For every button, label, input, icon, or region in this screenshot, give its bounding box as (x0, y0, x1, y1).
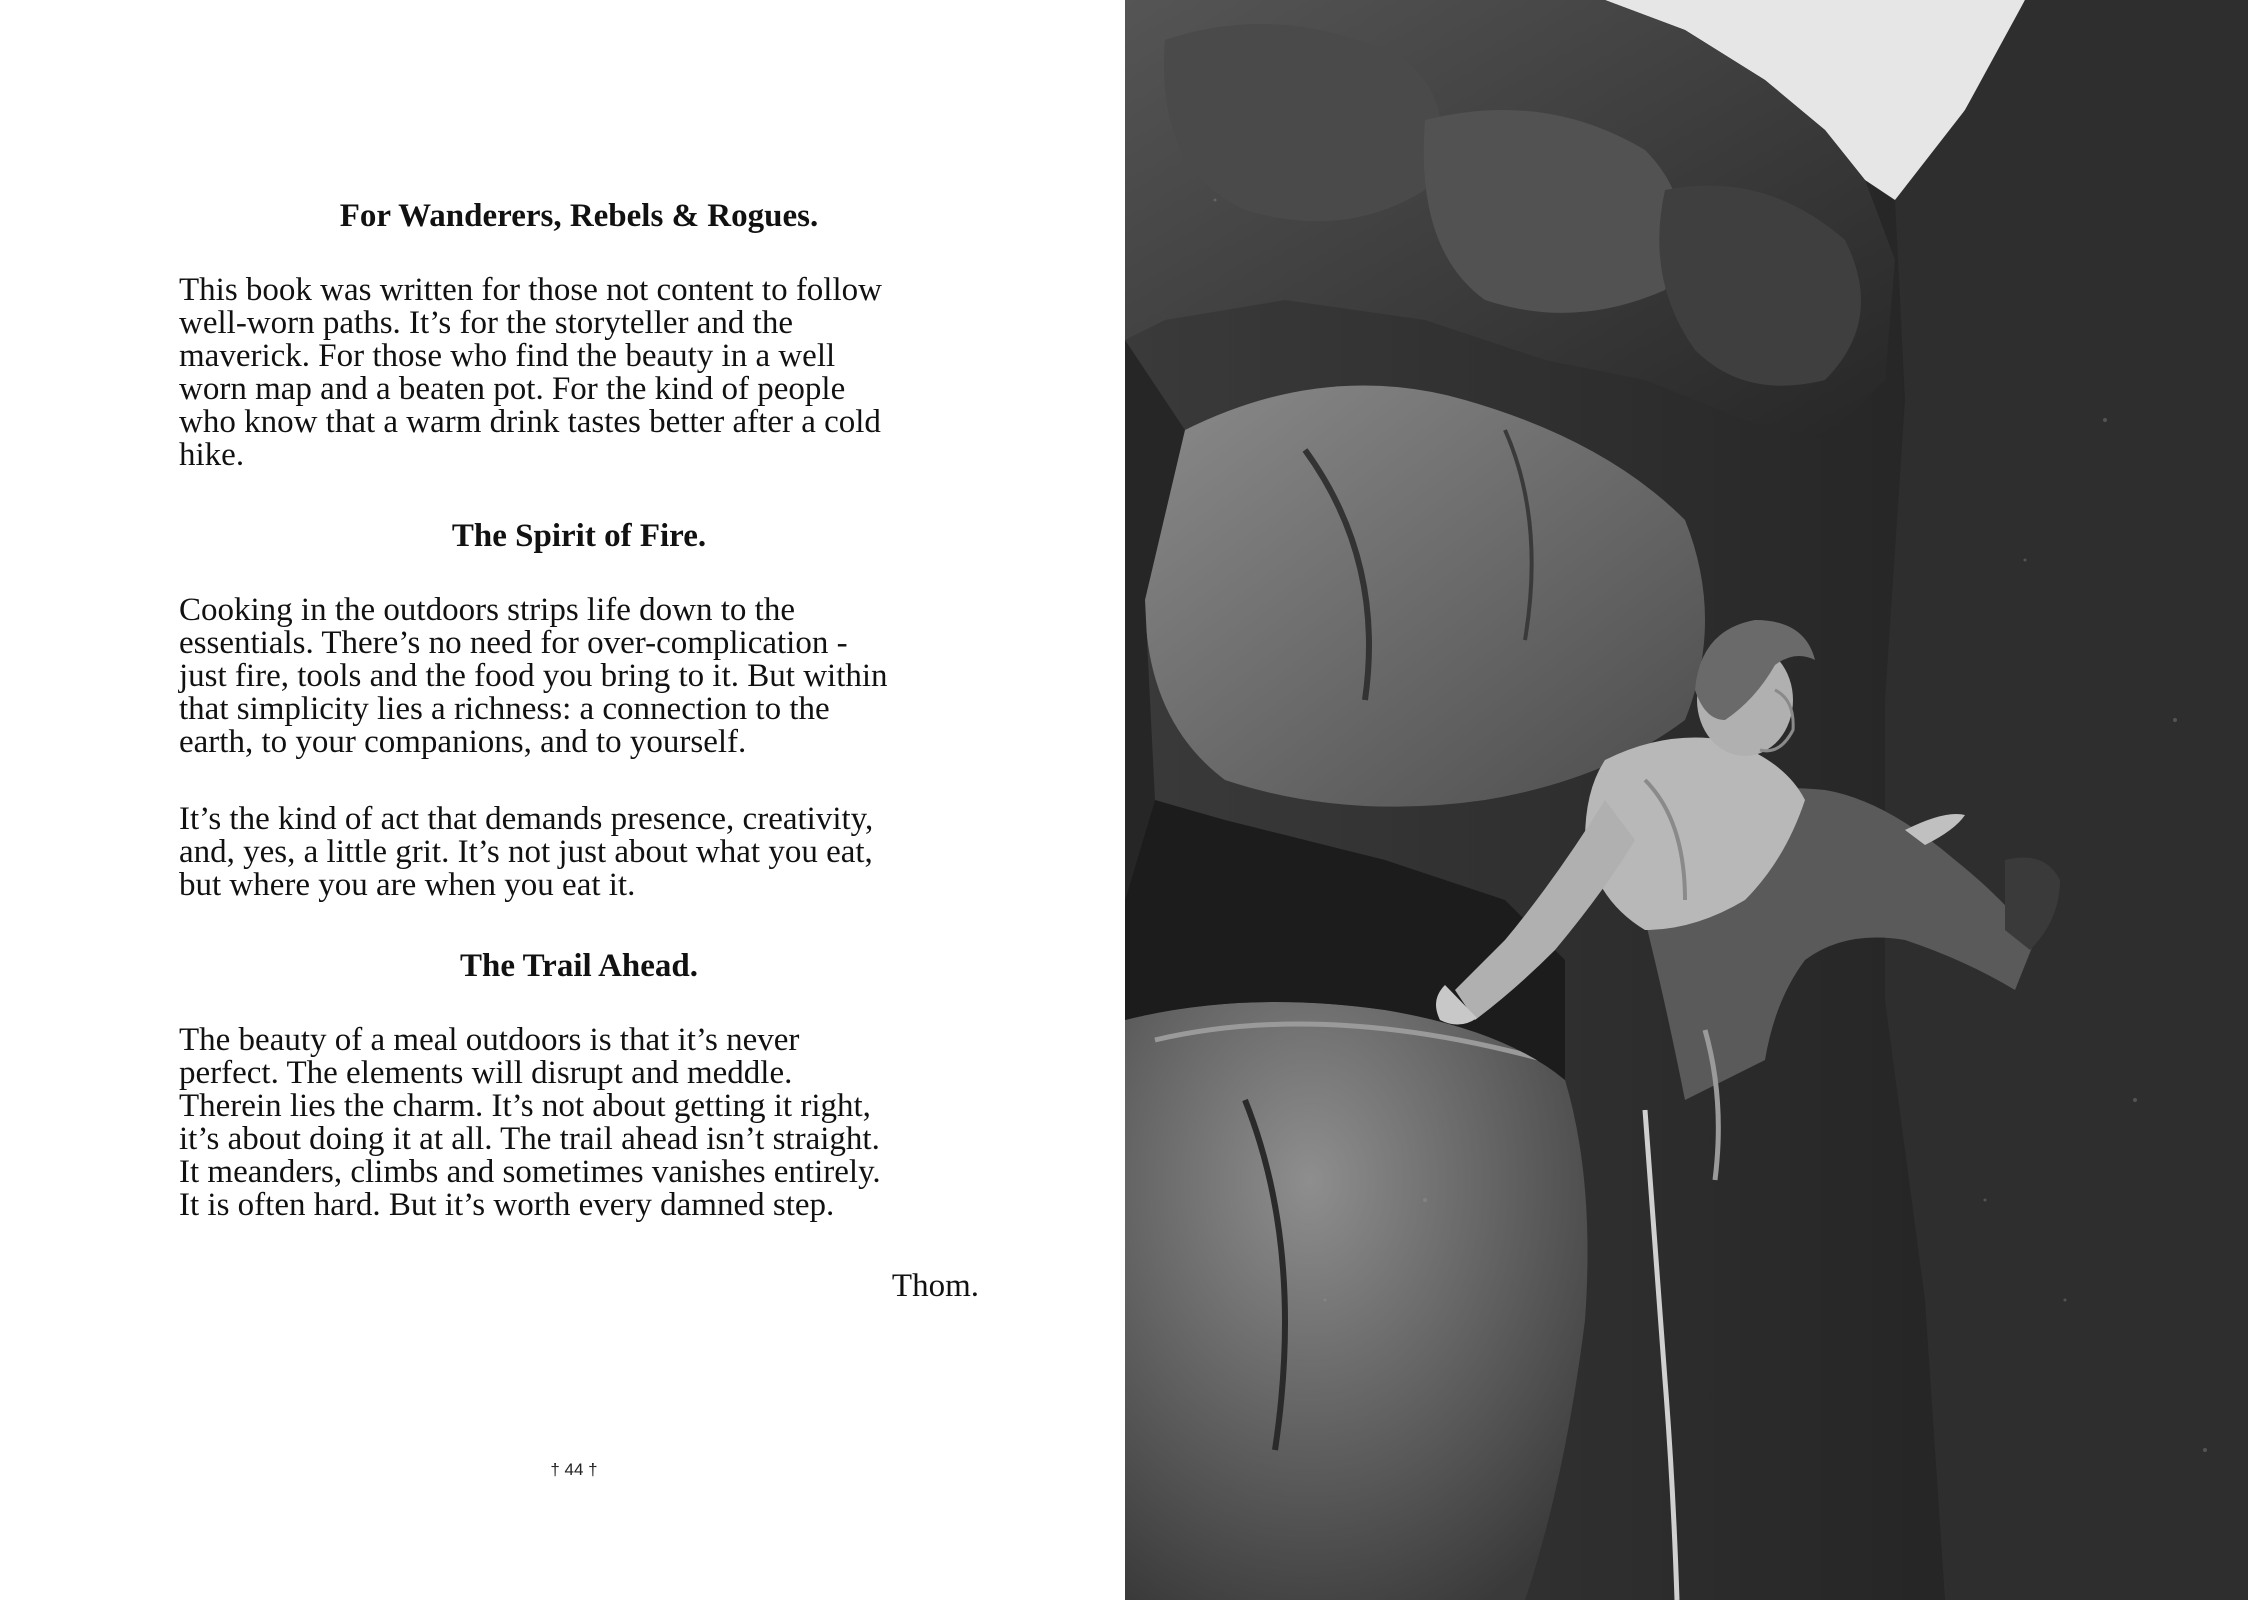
paragraph-fire-2: It’s the kind of act that demands presence, creativity, and, yes, a little grit. It’s not just about what you eat, but where you are when you eat it. (179, 801, 874, 903)
heading-trail-ahead: The Trail Ahead. (459, 948, 699, 984)
heading-spirit-of-fire: The Spirit of Fire. (451, 518, 707, 554)
text-block (179, 196, 979, 1306)
signoff: Thom. (891, 1268, 979, 1304)
paragraph-wanderers: This book was written for those not content to follow well-worn paths. It’s for the storyteller and the maverick. For those who find the beauty in a well worn map and a beaten pot. For the kind of people who know that a warm drink tastes better after a cold hike. (179, 272, 882, 473)
lower-left-boulder (1125, 1002, 1588, 1600)
heading-wanderers: For Wanderers, Rebels & Rogues. (339, 198, 819, 234)
paragraph-fire-1: Cooking in the outdoors strips life down to the essentials. There’s no need for over-complication - just fire, tools and the food you bring to it. But within that simplicity lies a richness: a connection to the earth, to your companions, and to yourself. (179, 592, 888, 760)
climber-photo (1125, 0, 2248, 1600)
climber-photo-illustration (1125, 0, 2248, 1600)
page-number: † 44 † (550, 1460, 598, 1479)
paragraph-trail: The beauty of a meal outdoors is that it’s never perfect. The elements will disrupt and meddle. Therein lies the charm. It’s not about getting it right, it’s about doing it at all. The trail ahead isn’t straight. It meanders, climbs and sometimes vanishes entirely. It is often hard. But it’s worth every damned step. (179, 1022, 881, 1223)
right-rock-wall (1885, 0, 2248, 1600)
